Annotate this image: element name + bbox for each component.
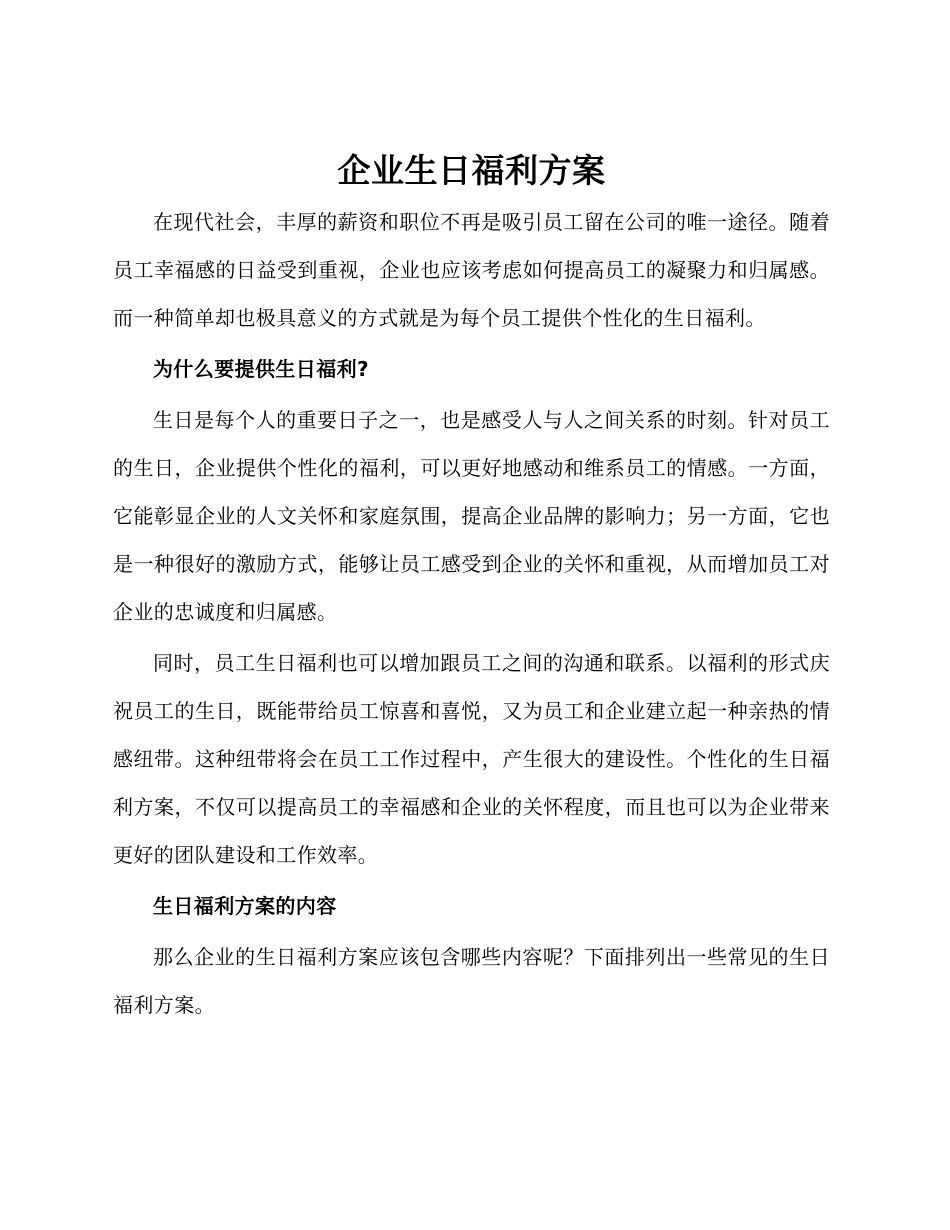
document-title: 企业生日福利方案 — [337, 151, 606, 190]
paragraph-why-1: 生日是每个人的重要日子之一，也是感受人与人之间关系的时刻。针对员工的生日，企业提供个性化的福利，可以更好地感动和维系员工的情感。一方面，它能彰显企业的人文关怀和家庭氛围，提高企业品牌的影响力；另一方面，它也是一种很好的激励方式，能够让员工感受到企业的关怀和重视，从而增加员工对企业的忠诚度和归属感。 — [113, 408, 830, 624]
paragraph-why-2: 同时，员工生日福利也可以增加跟员工之间的沟通和联系。以福利的形式庆祝员工的生日，既能带给员工惊喜和喜悦，又为员工和企业建立起一种亲热的情感纽带。这种纽带将会在员工工作过程中，产生很大的建设性。个性化的生日福利方案，不仅可以提高员工的幸福感和企业的关怀程度，而且也可以为企业带来更好的团队建设和工作效率。 — [113, 651, 830, 867]
paragraph-content-1: 那么企业的生日福利方案应该包含哪些内容呢？下面排列出一些常见的生日福利方案。 — [113, 945, 830, 1017]
document-body — [113, 148, 830, 1029]
intro-paragraph: 在现代社会，丰厚的薪资和职位不再是吸引员工留在公司的唯一途径。随着员工幸福感的日益受到重视，企业也应该考虑如何提高员工的凝聚力和归属感。而一种简单却也极具意义的方式就是为每个员工提供个性化的生日福利。 — [113, 210, 830, 330]
section-heading-content: 生日福利方案的内容 — [153, 894, 337, 918]
section-heading-why: 为什么要提供生日福利? — [153, 357, 370, 381]
